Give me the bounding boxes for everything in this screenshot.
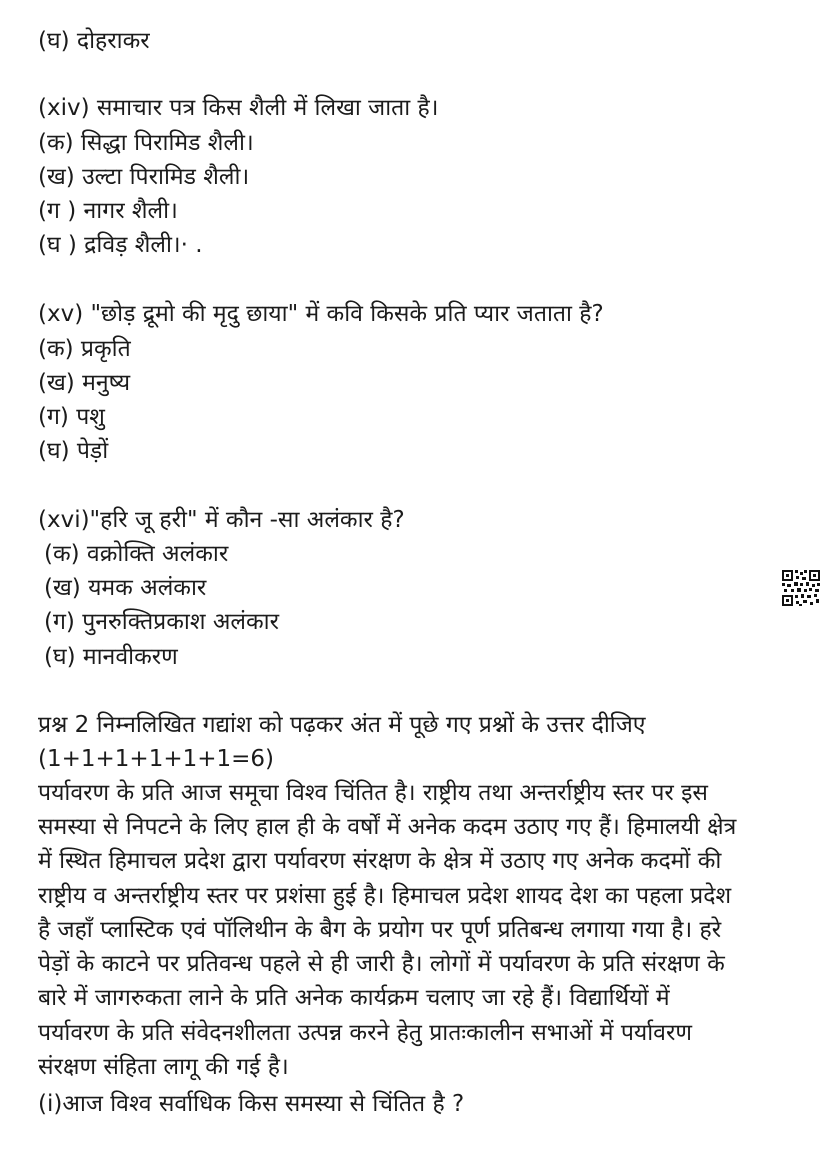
- passage-line: पर्यावरण के प्रति आज समूचा विश्व चिंतित है। राष्ट्रीय तथा अन्तर्राष्ट्रीय स्तर पर इस: [38, 780, 708, 806]
- section2-marks: (1+1+1+1+1+1=6): [38, 746, 275, 772]
- passage-line: है जहाँ प्लास्टिक एवं पॉलिथीन के बैग के प्रयोग पर पूर्ण प्रतिबन्ध लगाया गया है। हरे: [38, 917, 722, 943]
- qr-code-icon: [781, 569, 821, 607]
- passage-line: संरक्षण संहिता लागू की गई है।: [38, 1054, 289, 1080]
- q14-option-b: (ख) उल्टा पिरामिड शैली।: [38, 164, 250, 190]
- q14-option-c: (ग ) नागर शैली।: [38, 198, 178, 224]
- passage-line: में स्थित हिमाचल प्रदेश द्वारा पर्यावरण संरक्षण के क्षेत्र में उठाए गए अनेक कदमों की: [38, 848, 722, 874]
- q16-option-b: (ख) यमक अलंकार: [44, 575, 207, 601]
- q16-option-a: (क) वक्रोक्ति अलंकार: [44, 541, 229, 567]
- passage-line: बारे में जागरुकता लाने के प्रति अनेक कार्यक्रम चलाए जा रहे हैं। विद्यार्थियों में: [38, 985, 670, 1011]
- q15-option-a: (क) प्रकृति: [38, 336, 131, 362]
- q14-question: (xiv) समाचार पत्र किस शैली में लिखा जाता है।: [38, 95, 439, 121]
- passage-line: पर्यावरण के प्रति संवेदनशीलता उत्पन्न करने हेतु प्रातःकालीन सभाओं में पर्यावरण: [38, 1020, 692, 1046]
- q16-option-c: (ग) पुनरुक्तिप्रकाश अलंकार: [44, 609, 280, 635]
- q16-question: (xvi)"हरि जू हरी" में कौन -सा अलंकार है?: [38, 507, 405, 533]
- q14-option-a: (क) सिद्धा पिरामिड शैली।: [38, 130, 254, 156]
- q15-question: (xv) "छोड़ द्रूमो की मृदु छाया" में कवि किसके प्रति प्यार जताता है?: [38, 301, 604, 327]
- section2-question-1: (i)आज विश्व सर्वाधिक किस समस्या से चिंतित है ?: [38, 1091, 465, 1117]
- q16-option-d: (घ) मानवीकरण: [44, 644, 178, 670]
- passage-line: पेड़ों के काटने पर प्रतिवन्ध पहले से ही जारी है। लोगों में पर्यावरण के प्रति संरक्षण के: [38, 951, 725, 977]
- passage-line: राष्ट्रीय व अन्तर्राष्ट्रीय स्तर पर प्रशंसा हुई है। हिमाचल प्रदेश शायद देश का पहला प्रदेश: [38, 883, 732, 909]
- q13-option-d: (घ) दोहराकर: [38, 28, 150, 54]
- q15-option-b: (ख) मनुष्य: [38, 370, 131, 396]
- q15-option-c: (ग) पशु: [38, 404, 105, 430]
- passage-line: समस्या से निपटने के लिए हाल ही के वर्षों में अनेक कदम उठाए गए हैं। हिमालयी क्षेत्र: [38, 814, 737, 840]
- section2-heading: प्रश्न 2 निम्नलिखित गद्यांश को पढ़कर अंत में पूछे गए प्रश्नों के उत्तर दीजिए: [38, 712, 646, 738]
- q15-option-d: (घ) पेड़ों: [38, 438, 109, 464]
- q14-option-d: (घ ) द्रविड़ शैली।· .: [38, 232, 203, 258]
